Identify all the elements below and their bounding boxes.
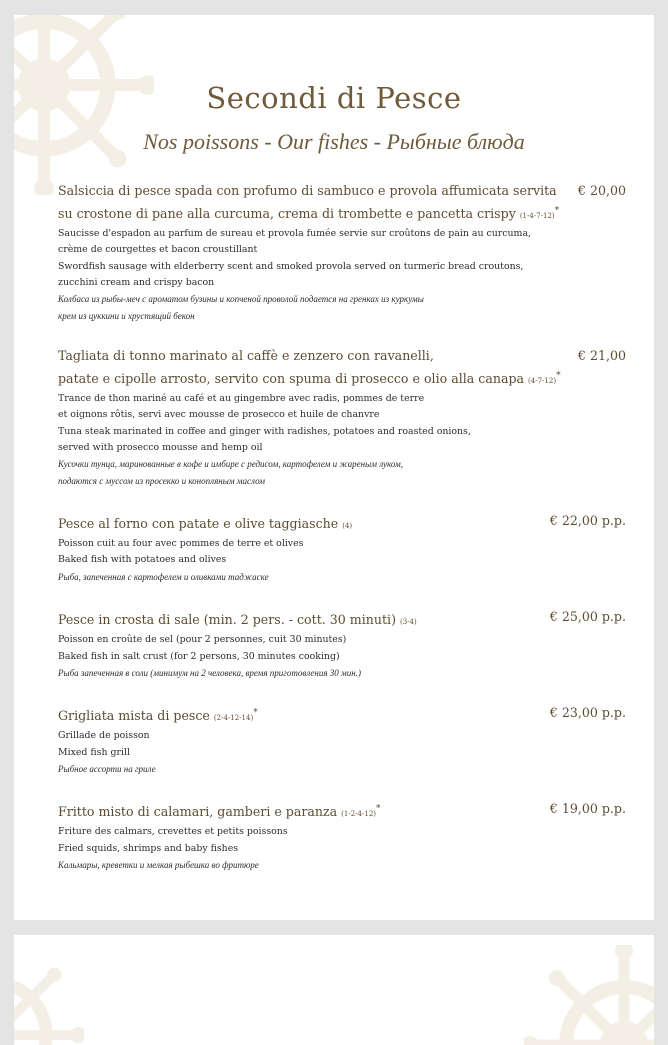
- star-mark: *: [376, 804, 381, 815]
- ship-wheel-icon: [14, 945, 84, 1045]
- dish-item: [58, 181, 626, 324]
- dish-name-line: patate e cipolle arrosto, servito con spuma di prosecco e olio alla canapa: [58, 371, 525, 387]
- dish-name-line: Salsiccia di pesce spada con profumo di sambuco e provola affumicata servita: [58, 183, 557, 198]
- dish-name-line: Fritto misto di calamari, gamberi e paranza: [58, 804, 338, 820]
- dish-name: [58, 607, 550, 632]
- english-line: Swordfish sausage with elderberry scent and smoked provola served on turmeric bread croutons,: [58, 260, 524, 272]
- next-menu-page: [14, 935, 654, 1045]
- russian-description: [58, 456, 626, 489]
- french-description: [58, 226, 626, 259]
- menu-page: [14, 15, 654, 920]
- french-line: Saucisse d'espadon au parfum de sureau et provola fumée servie sur croûtons de pain au curcuma,: [58, 228, 532, 240]
- english-description: Mixed fish grill: [58, 746, 130, 758]
- dish-name-line: Tagliata di tonno marinato al caffè e zenzero con ravanelli,: [58, 347, 434, 363]
- russian-line: Колбаса из рыбы-меч с ароматом бузины и копченой проволой подается на гренках из куркумы: [58, 294, 424, 305]
- french-description: Friture des calmars, crevettes et petits poissons: [58, 826, 288, 838]
- dish-item: [58, 511, 626, 585]
- star-mark: *: [554, 206, 560, 216]
- russian-description: Рыбное ассорти на гриле: [58, 763, 156, 774]
- russian-description: Кальмары, креветки и мелкая рыбешка во фритюре: [58, 859, 259, 870]
- english-line: served with prosecco mousse and hemp oil: [58, 442, 263, 454]
- french-description: Poisson cuit au four avec pommes de terre et olives: [58, 538, 304, 550]
- dish-name-line: Grigliata mista di pesce: [58, 708, 210, 724]
- dish-price: € 22,00 p.p.: [549, 512, 626, 528]
- french-description: Poisson en croûte de sel (pour 2 personnes, cuit 30 minutes): [58, 634, 347, 646]
- english-description: Fried squids, shrimps and baby fishes: [58, 842, 239, 854]
- dish-name-line: Pesce in crosta di sale (min. 2 pers. - cott. 30 minuti): [58, 612, 396, 628]
- dish-name: [58, 511, 550, 536]
- page-title: Secondi di Pesce: [206, 81, 462, 115]
- english-description: [58, 259, 626, 292]
- allergen-codes: (4): [342, 522, 353, 531]
- allergen-codes: (1-4-7-12): [519, 212, 555, 221]
- dish-item: [58, 607, 626, 681]
- english-description: Baked fish with potatoes and olives: [58, 554, 227, 566]
- dish-price: € 20,00: [577, 183, 626, 198]
- allergen-codes: (4-7-12): [528, 377, 557, 386]
- dish-item: [58, 346, 626, 489]
- page-subtitle: Nos poissons - Our fishes - Рыбные блюда: [143, 129, 525, 154]
- dish-name: [58, 181, 558, 226]
- english-line: Tuna steak marinated in coffee and ginger with radishes, potatoes and roasted onions,: [58, 425, 471, 437]
- french-line: et oignons rôtis, servi avec mousse de prosecco et huile de chanvre: [58, 409, 380, 421]
- allergen-codes: (3-4): [400, 618, 417, 627]
- french-line: Trance de thon mariné au café et au gingembre avec radis, pommes de terre: [58, 393, 425, 405]
- russian-description: Рыба, запеченная с картофелем и оливками таджаске: [58, 571, 269, 582]
- russian-line: Кусочки тунца, маринованные в кофе и имбире с редисом, картофелем и жареным луком,: [58, 459, 404, 470]
- english-description: Baked fish in salt crust (for 2 persons, 30 minutes cooking): [58, 650, 340, 662]
- russian-description: [58, 291, 626, 324]
- dish-name: [58, 346, 561, 391]
- russian-line: крем из цуккини и хрустящий бекон: [58, 310, 195, 321]
- dish-price: € 19,00 p.p.: [549, 801, 626, 817]
- russian-line: подаются с муссом из просекко и конопляным маслом: [58, 475, 265, 486]
- french-description: Grillade de poisson: [58, 730, 150, 742]
- french-line: crème de courgettes et bacon croustillant: [58, 244, 258, 256]
- ship-wheel-icon: [524, 945, 654, 1045]
- star-mark: *: [556, 370, 561, 381]
- allergen-codes: (2-4-12-14): [213, 714, 254, 723]
- dish-price: € 23,00 p.p.: [549, 705, 626, 721]
- french-description: [58, 391, 626, 424]
- star-mark: *: [253, 708, 258, 719]
- allergen-codes: (1-2-4-12): [341, 810, 376, 819]
- dish-name: [58, 799, 550, 824]
- dish-item: [58, 703, 626, 777]
- english-description: [58, 424, 626, 457]
- dish-name-line: su crostone di pane alla curcuma, crema di trombette e pancetta crispy: [58, 206, 516, 222]
- dish-price: € 21,00: [577, 347, 626, 363]
- dish-price: € 25,00 p.p.: [549, 609, 626, 625]
- dish-item: [58, 799, 626, 873]
- dish-name: [58, 703, 550, 728]
- dish-name-line: Pesce al forno con patate e olive taggiasche: [58, 516, 339, 532]
- dish-list: [58, 181, 626, 895]
- russian-description: Рыба запеченная в соли (минимум на 2 человека, время приготовления 30 мин.): [58, 667, 361, 678]
- english-line: zucchini cream and crispy bacon: [58, 277, 215, 289]
